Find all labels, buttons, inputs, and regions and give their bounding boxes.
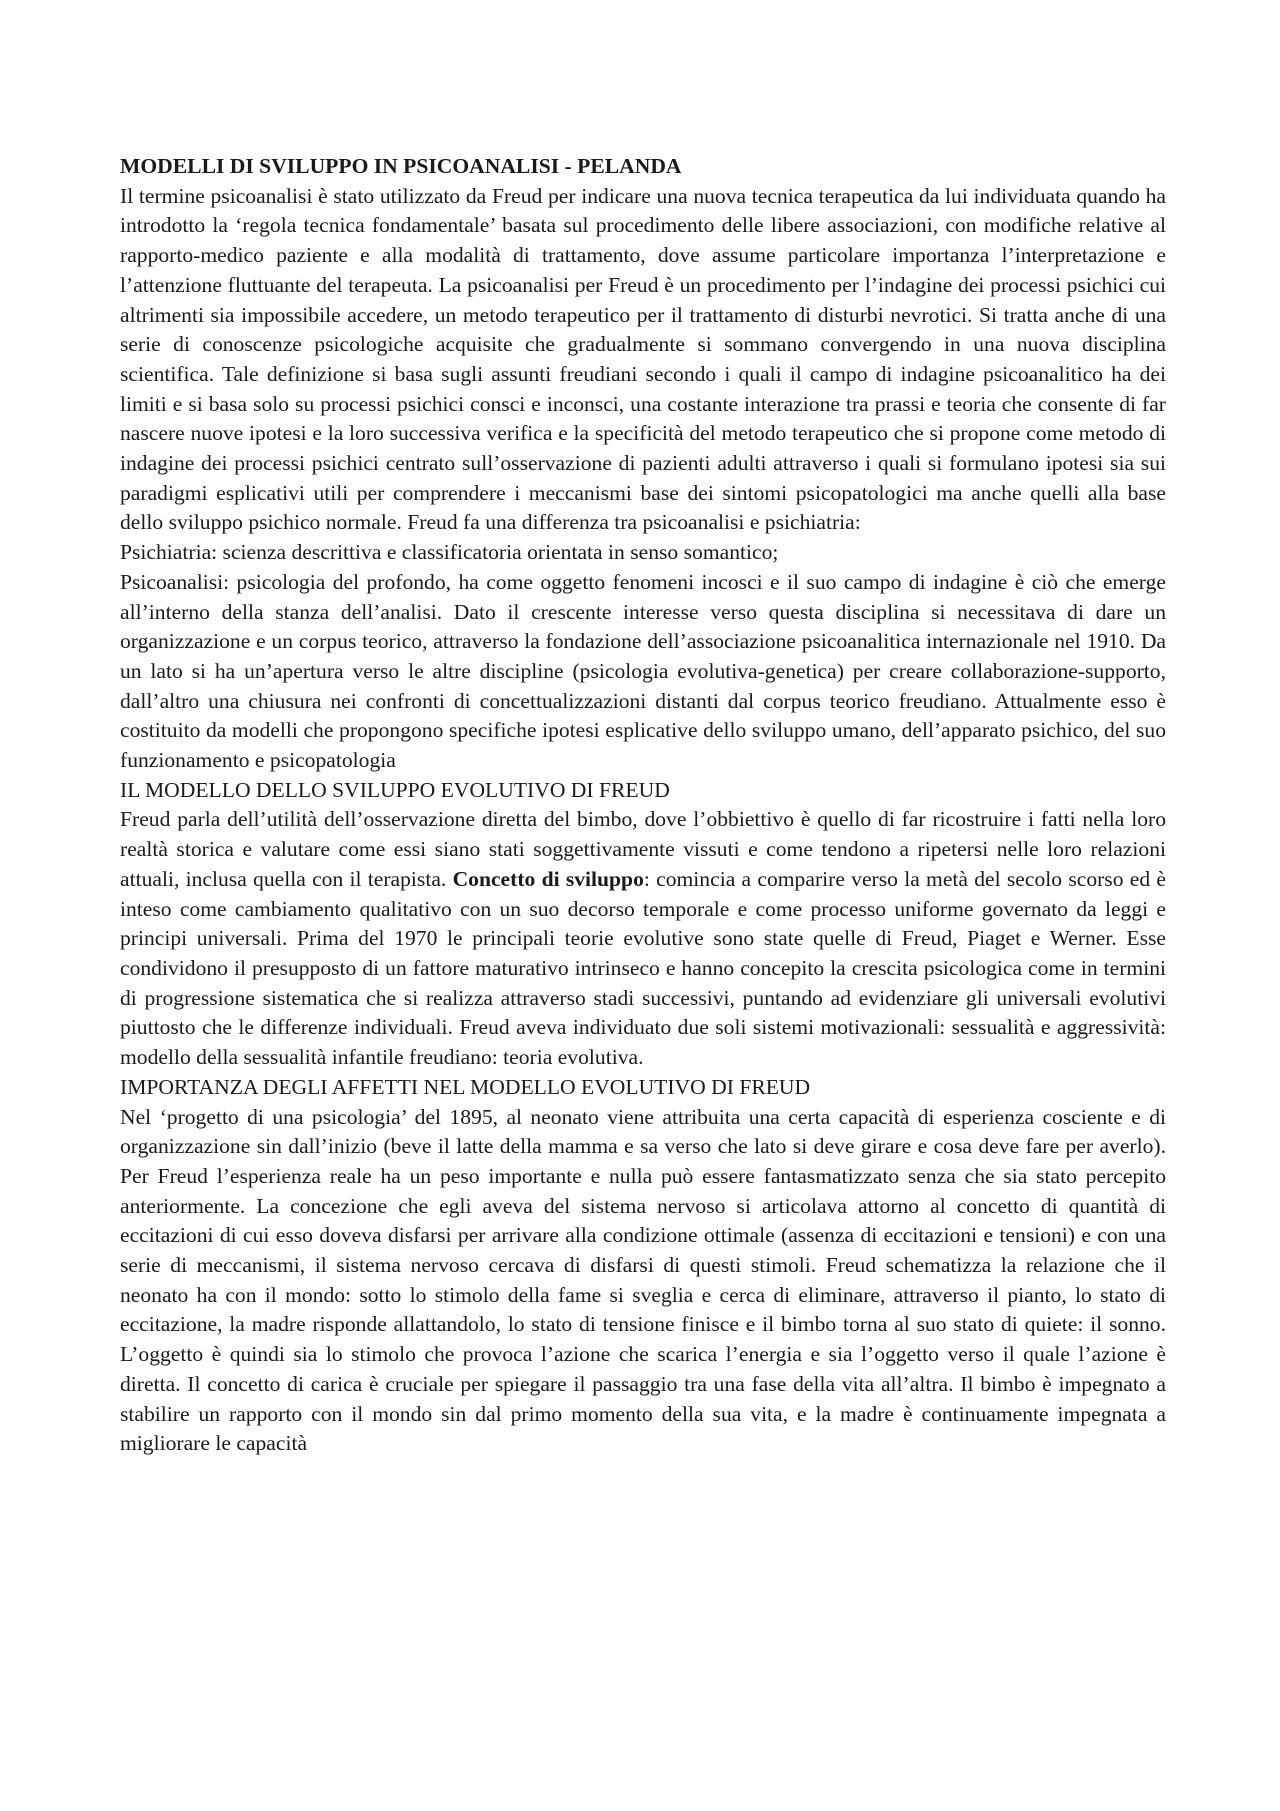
psicoanalisi-paragraph: Psicoanalisi: psicologia del profondo, ha come oggetto fenomeni incosci e il suo campo di indagine è ciò che emerge all’interno della stanza dell’analisi. Dato il crescente interesse verso questa disciplina si necessitava di dare un organizzazione e un corpus teorico, attraverso la fondazione dell’associazione psicoanalitica internazionale nel 1910. Da un lato si ha un’apertura verso le altre discipline (psicologia evolutiva-genetica) per creare collaborazione-supporto, dall’altro una chiusura nei confronti di concettualizzazioni distanti dal corpus teorico freudiano. Attualmente esso è costituito da modelli che propongono specifiche ipotesi esplicative dello sviluppo umano, dell’apparato psichico, del suo funzionamento e psicopatologia bbox=[120, 569, 1166, 773]
psichiatria-definition: Psichiatria: scienza descrittiva e classificatoria orientata in senso somantico; bbox=[120, 540, 779, 565]
document-page bbox=[120, 152, 1166, 1459]
section-heading-affetti: IMPORTANZA DEGLI AFFETTI NEL MODELLO EVOLUTIVO DI FREUD bbox=[120, 1074, 811, 1099]
section-heading-sviluppo-evolutivo: IL MODELLO DELLO SVILUPPO EVOLUTIVO DI FREUD bbox=[120, 777, 670, 802]
section-affetti-paragraph: Nel ‘progetto di una psicologia’ del 1895, al neonato viene attribuita una certa capacità di esperienza cosciente e di organizzazione sin dall’inizio (beve il latte della mamma e sa verso che lato si deve girare e cosa deve fare per averlo). Per Freud l’esperienza reale ha un peso importante e nulla può essere fantasmatizzato senza che sia stato percepito anteriormente. La concezione che egli aveva del sistema nervoso si articolava attorno al concetto di quantità di eccitazioni di cui esso doveva disfarsi per arrivare alla condizione ottimale (assenza di eccitazioni e tensioni) e con una serie di meccanismi, il sistema nervoso cercava di disfarsi di questi stimoli. Freud schematizza la relazione che il neonato ha con il mondo: sotto lo stimolo della fame si sveglia e cerca di eliminare, attraverso il pianto, lo stato di eccitazione, la madre risponde allattandolo, lo stato di tensione finisce e il bimbo torna al suo stato di quiete: il sonno. L’oggetto è quindi sia lo stimolo che provoca l’azione che scarica l’energia e sia l’oggetto verso il quale l’azione è diretta. Il concetto di carica è cruciale per spiegare il passaggio tra una fase della vita all’altra. Il bimbo è impegnato a stabilire un rapporto con il mondo sin dal primo momento della sua vita, e la madre è continuamente impegnata a migliorare le capacità bbox=[120, 1104, 1166, 1456]
intro-paragraph: Il termine psicoanalisi è stato utilizzato da Freud per indicare una nuova tecnica terapeutica da lui individuata quando ha introdotto la ‘regola tecnica fondamentale’ basata sul procedimento delle libere associazioni, con modifiche relative al rapporto-medico paziente e alla modalità di trattamento, dove assume particolare importanza l’interpretazione e l’attenzione fluttuante del terapeuta. La psicoanalisi per Freud è un procedimento per l’indagine dei processi psichici cui altrimenti sia impossibile accedere, un metodo terapeutico per il trattamento di disturbi nevrotici. Si tratta anche di una serie di conoscenze psicologiche acquisite che gradualmente si sommano convergendo in una nuova disciplina scientifica. Tale definizione si basa sugli assunti freudiani secondo i quali il campo di indagine psicoanalitico ha dei limiti e si basa solo su processi psichici consci e inconsci, una costante interazione tra prassi e teoria che consente di far nascere nuove ipotesi e la loro successiva verifica e la specificità del metodo terapeutico che si propone come metodo di indagine dei processi psichici centrato sull’osservazione di pazienti adulti attraverso i quali si formulano ipotesi sia sui paradigmi esplicativi utili per comprendere i meccanismi base dei sintomi psicopatologici ma anche quelli alla base dello sviluppo psichico normale. Freud fa una differenza tra psicoanalisi e psichiatria: bbox=[120, 183, 1166, 535]
document-title: MODELLI DI SVILUPPO IN PSICOANALISI - PELANDA bbox=[120, 154, 682, 178]
concetto-di-sviluppo-term: Concetto di sviluppo bbox=[452, 866, 644, 891]
section-sviluppo-text-1: Freud parla dell’utilità dell’osservazione diretta del bimbo, dove l’obbiettivo è quello di far ricostruire i fatti nella loro realtà storica e valutare come essi siano stati soggettivamente vissuti e come tendono a ripetersi nelle loro relazioni attuali, inclusa quella con il terapista. bbox=[120, 807, 1166, 891]
section-sviluppo-text-2: : comincia a comparire verso la metà del secolo scorso ed è inteso come cambiamento qualitativo con un suo decorso temporale e come processo uniforme governato da leggi e principi universali. Prima del 1970 le principali teorie evolutive sono state quelle di Freud, Piaget e Werner. Esse condividono il presupposto di un fattore maturativo intrinseco e hanno concepito la crescita psicologica come in termini di progressione sistematica che si realizza attraverso stadi successivi, puntando ad evidenziare gli universali evolutivi piuttosto che le differenze individuali. Freud aveva individuato due soli sistemi motivazionali: sessualità e aggressività: modello della sessualità infantile freudiano: teoria evolutiva. bbox=[120, 866, 1166, 1070]
section-sviluppo-paragraph bbox=[120, 805, 1166, 1072]
